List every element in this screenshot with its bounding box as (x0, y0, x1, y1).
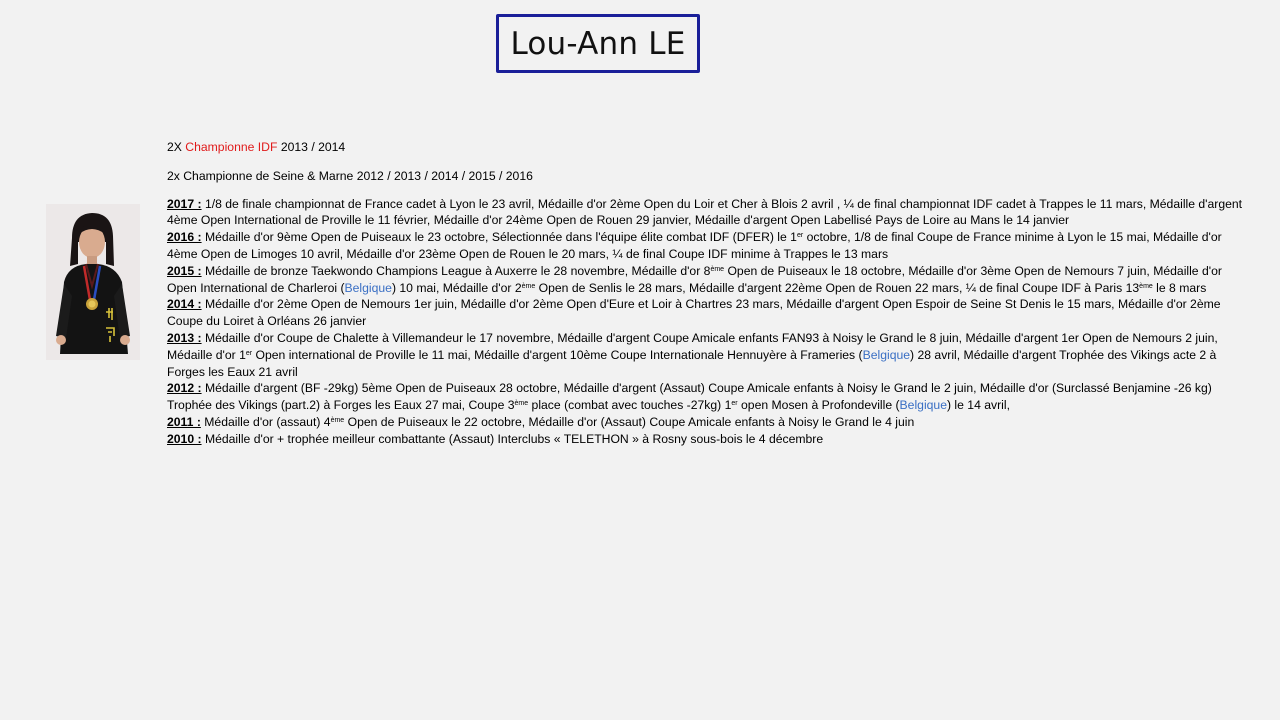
ordinal-suffix: ème (710, 265, 725, 273)
ordinal-suffix: er (796, 232, 804, 240)
palmares-text: ) 10 mai, Médaille d'or 2 (391, 280, 522, 295)
page-title: Lou-Ann LE (510, 25, 686, 62)
palmares-text: ) 28 avril, Médaille d'argent Trophée des Vikings acte 2 à Forges les Eaux 21 avril (167, 347, 1217, 379)
ordinal-suffix: er (731, 400, 738, 408)
ordinal-suffix: ème (514, 400, 529, 408)
palmares-year: 2010 : (167, 431, 202, 446)
idf-titles-suffix: 2013 / 2014 (277, 140, 346, 154)
palmares-year: 2012 : (167, 381, 202, 396)
palmares-text: Médaille d'or 2ème Open de Nemours 1er juin, Médaille d'or 2ème Open d'Eure et Loir à Chartres 23 mars, Médaille d'argent Open Espoir de Seine St Denis le 15 mars, Médaille d'or 2ème Coupe du Loiret à Orléans 26 janvier (167, 297, 1221, 329)
seine-marne-titles-line: 2x Championne de Seine & Marne 2012 / 2013 / 2014 / 2015 / 2016 (167, 168, 533, 183)
palmares-year: 2017 : (167, 196, 202, 211)
palmares-entry (167, 330, 1247, 380)
palmares-entry (167, 196, 1247, 230)
palmares-text: Open de Senlis le 28 mars, Médaille d'argent 22ème Open de Rouen 22 mars, ¼ de final Coupe IDF à Paris 13 (535, 280, 1140, 295)
palmares-text: Open de Puiseaux le 22 octobre, Médaille d'or (Assaut) Coupe Amicale enfants à Noisy le Grand le 4 juin (344, 414, 915, 429)
palmares-text: Médaille d'or + trophée meilleur combattante (Assaut) Interclubs « TELETHON » à Rosny sous-bois le 4 décembre (201, 431, 824, 446)
palmares-text: 1/8 de finale championnat de France cadet à Lyon le 23 avril, Médaille d'or 2ème Open du Loir et Cher à Blois 2 avril , ¼ de final championnat IDF cadet à Trappes le 11 mars, Médaille d'argent 4ème Open International de Proville le 11 février, Médaille d'or 24ème Open de Rouen 29 janvier, Médaille d'argent Open Labellisé Pays de Loire au Mans le 14 janvier (167, 196, 1243, 228)
idf-titles-line (167, 139, 1247, 156)
palmares-entry (167, 296, 1247, 330)
palmares-entry (167, 431, 1247, 448)
ordinal-suffix: ème (521, 282, 536, 290)
palmares-entry (167, 414, 1247, 431)
palmares-entry (167, 229, 1247, 263)
palmares-text: Médaille d'or Coupe de Chalette à Villemandeur le 17 novembre, Médaille d'argent Coupe Amicale enfants FAN93 à Noisy le Grand le 8 juin, Médaille d'argent 1er Open de Nemours 2 juin, Médaille d'or 1 (167, 330, 1218, 362)
palmares-text: Médaille d'argent (BF -29kg) 5ème Open de Puiseaux 28 octobre, Médaille d'argent (Assaut) Coupe Amicale enfants à Noisy le Grand le 2 juin, Médaille d'or (Surclassé Benjamine -26 kg) Trophée des Vikings (part.2) à Forges les Eaux 27 mai, Coupe 3 (167, 381, 1212, 413)
palmares-text: Médaille d'or 9ème Open de Puiseaux le 23 octobre, Sélectionnée dans l'équipe élite combat IDF (DFER) le 1 (201, 230, 797, 245)
palmares-text: le 8 mars (1152, 280, 1207, 295)
palmares-text: place (combat avec touches -27kg) 1 (528, 398, 732, 413)
palmares-entry (167, 380, 1247, 414)
palmares-text: Open international de Proville le 11 mai, Médaille d'argent 10ème Coupe Internationale Hennuyère à Frameries ( (252, 347, 863, 362)
title-box (496, 14, 700, 73)
idf-titles-highlight: Championne IDF (185, 140, 278, 154)
country-label: Belgique (899, 398, 947, 413)
country-label: Belgique (344, 280, 392, 295)
palmares-year: 2014 : (167, 297, 202, 312)
palmares-year: 2016 : (167, 230, 202, 245)
palmares-text: octobre, 1/8 de final Coupe de France minime à Lyon le 15 mai, Médaille d'or 4ème Open de Limoges 10 avril, Médaille d'or 23ème Open de Rouen le 20 mars, ¼ de final Coupe IDF minime à Trappes le 13 mars (167, 230, 1222, 261)
palmares-list (167, 196, 1247, 448)
palmares-text: Médaille d'or (assaut) 4 (200, 414, 331, 429)
palmares-entry (167, 263, 1247, 297)
palmares-year: 2013 : (167, 330, 202, 345)
ordinal-suffix: ème (1139, 282, 1153, 290)
palmares-year: 2011 : (167, 414, 201, 429)
palmares-text: Open de Puiseaux le 18 octobre, Médaille d'or 3ème Open de Nemours 7 juin, Médaille d'or Open International de Charleroi ( (167, 263, 1222, 295)
idf-titles-prefix: 2X (167, 140, 186, 154)
ordinal-suffix: ème (330, 416, 345, 424)
palmares-text: Médaille de bronze Taekwondo Champions League à Auxerre le 28 novembre, Médaille d'or 8 (201, 263, 711, 278)
ordinal-suffix: er (245, 349, 253, 357)
athlete-photo (46, 204, 140, 360)
athlete-photo-icon (46, 204, 140, 360)
palmares-text: open Mosen à Profondeville ( (737, 398, 900, 413)
palmares-year: 2015 : (167, 263, 202, 278)
country-label: Belgique (862, 347, 911, 362)
palmares-text: ) le 14 avril, (946, 398, 1010, 413)
results-content (167, 139, 1247, 448)
